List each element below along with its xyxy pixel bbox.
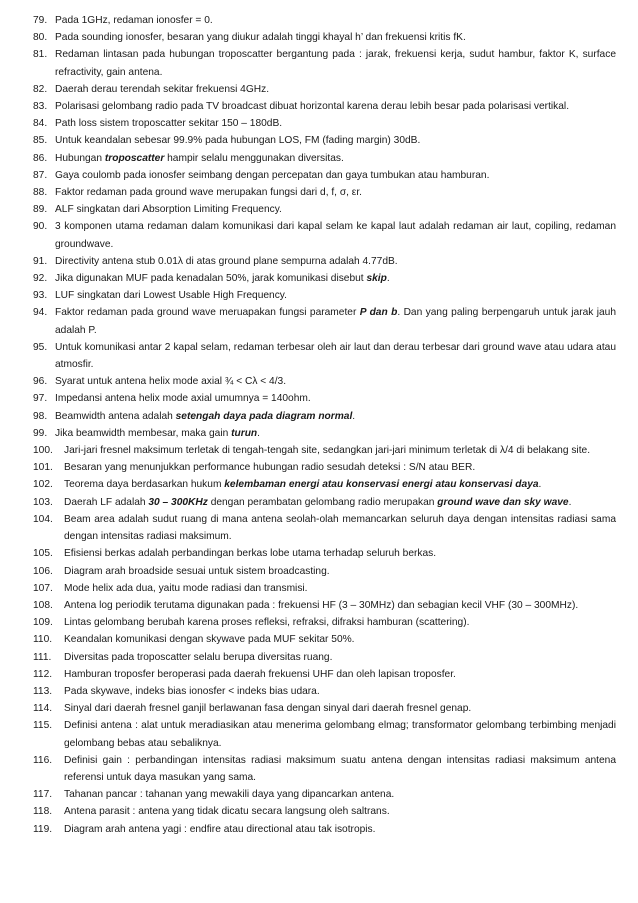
text-segment: Directivity antena stub 0.01λ di atas ground plane sempurna adalah 4.77dB. [55,255,398,267]
text-segment: Sinyal dari daerah fresnel ganjil berlawanan fasa dengan sinyal dari daerah fresnel genap. [64,703,472,715]
text-segment: dengan perambatan gelombang radio merupakan [207,496,438,508]
list-item [33,46,616,80]
item-text [55,46,616,80]
item-text [64,700,616,717]
text-segment: Redaman lintasan pada hubungan troposcatter bergantung pada : jarak, frekuensi kerja, sudut hambur, faktor K, surface refractivity, gain antena. [55,49,616,78]
item-text [64,752,616,786]
emphasis-text: troposcatter [104,152,165,164]
list-item [33,821,616,838]
emphasis-text: P dan b [359,307,398,319]
text-segment: Jari-jari fresnel maksimum terletak di tengah-tengah site, sedangkan jari-jari minimum terletak di λ/4 di belakang site. [64,445,591,457]
item-text [55,270,616,287]
item-number: 110. [33,634,53,646]
list-item [33,150,616,167]
item-text [64,511,616,545]
text-segment: Faktor redaman pada ground wave merupakan fungsi dari d, f, σ, εr. [55,187,362,199]
text-segment: Definisi gain : perbandingan intensitas radiasi maksimum suatu antena dengan intensitas radiasi maksimum antena referensi untuk daya masukan yang sama. [64,754,616,783]
list-item [33,253,616,270]
item-number: 116. [33,754,53,766]
item-text [64,821,616,838]
item-text [64,494,616,511]
list-item [33,752,616,786]
item-text [55,304,616,338]
item-text [55,184,616,201]
item-number: 109. [33,617,53,629]
item-number: 86. [33,152,48,164]
text-segment: Daerah LF adalah [64,496,149,508]
list-item [33,12,616,29]
list-item [33,29,616,46]
item-text [55,12,616,29]
item-text [64,580,616,597]
emphasis-text: kelembaman energi atau konservasi energi atau konservasi daya [224,479,539,491]
text-segment: Polarisasi gelombang radio pada TV broadcast dibuat horizontal karena derau lebih besar pada polarisasi vertikal. [55,101,570,113]
list-item [33,700,616,717]
item-text [55,115,616,132]
text-segment: Diagram arah antena yagi : endfire atau directional atau tak isotropis. [64,823,376,835]
list-item [33,717,616,751]
text-segment: Pada 1GHz, redaman ionosfer = 0. [55,15,213,26]
text-segment: 3 komponen utama redaman dalam komunikasi dari kapal selam ke kapal laut adalah redaman air laut, copiling, redaman groundwave. [55,221,616,250]
item-text [55,132,616,149]
text-segment: Diagram arah broadside sesuai untuk sistem broadcasting. [64,565,330,577]
item-number: 94. [33,307,48,319]
text-segment: Besaran yang menunjukkan performance hubungan radio sesudah deteksi : S/N atau BER. [64,462,476,474]
item-text [55,218,616,252]
item-number: 87. [33,169,48,181]
text-segment: . [386,273,390,285]
item-number: 100. [33,445,53,457]
item-text [64,649,616,666]
item-number: 92. [33,273,48,285]
text-segment: Daerah derau terendah sekitar frekuensi 4GHz. [55,83,270,95]
item-text [55,390,616,407]
item-text [64,597,616,614]
item-number: 84. [33,118,48,130]
list-item [33,218,616,252]
item-text [55,373,616,390]
list-item [33,287,616,304]
item-number: 117. [33,789,53,801]
list-item [33,786,616,803]
text-segment: Keandalan komunikasi dengan skywave pada MUF sekitar 50%. [64,634,355,646]
item-number: 99. [33,427,48,439]
text-segment: Antena log periodik terutama digunakan pada : frekuensi HF (3 – 30MHz) dan sebagian kecil VHF (30 – 300MHz). [64,599,579,611]
text-segment: Faktor redaman pada ground wave meruapakan fungsi parameter [55,307,360,319]
list-item [33,442,616,459]
item-text [55,29,616,46]
item-number: 111. [33,651,52,663]
list-item [33,631,616,648]
item-number: 104. [33,513,53,525]
text-segment: Pada sounding ionosfer, besaran yang diukur adalah tinggi khayal h’ dan frekuensi kritis fK. [55,32,466,44]
item-text [64,717,616,751]
item-text [55,339,616,373]
emphasis-text: ground wave dan sky wave [437,496,569,508]
list-item [33,614,616,631]
list-item [33,459,616,476]
text-segment: Mode helix ada dua, yaitu mode radiasi dan transmisi. [64,582,308,594]
list-item [33,425,616,442]
item-number: 95. [33,341,48,353]
text-segment: Definisi antena : alat untuk meradiasikan atau menerima gelombang elmag; transformator gelombang terbimbing menjadi gelombang bebas atau sebaliknya. [64,720,616,749]
text-segment: Untuk keandalan sebesar 99.9% pada hubungan LOS, FM (fading margin) 30dB. [55,135,421,147]
item-text [64,614,616,631]
numbered-list [33,12,616,838]
text-segment: Jika digunakan MUF pada kenadalan 50%, jarak komunikasi disebut [55,273,367,285]
text-segment: Untuk komunikasi antar 2 kapal selam, redaman terbesar oleh air laut dan derau terbesar dari ground wave atau udara atau atmosfir. [55,341,616,371]
list-item [33,339,616,373]
item-number: 85. [33,135,48,147]
item-number: 112. [33,668,53,680]
list-item [33,390,616,407]
item-number: 97. [33,393,48,405]
list-item [33,545,616,562]
list-item [33,304,616,338]
list-item [33,270,616,287]
item-number: 105. [33,548,53,560]
item-number: 119. [33,823,53,835]
item-number: 91. [33,255,48,267]
item-text [64,476,616,493]
list-item [33,373,616,390]
list-item [33,649,616,666]
item-number: 98. [33,410,48,422]
item-number: 81. [33,49,48,61]
item-text [64,683,616,700]
item-number: 107. [33,582,53,594]
list-item [33,563,616,580]
item-number: 113. [33,685,53,697]
text-segment: hampir selalu menggunakan diversitas. [164,152,344,164]
item-text [64,666,616,683]
text-segment: . [538,479,542,491]
item-number: 102. [33,479,53,491]
list-item [33,184,616,201]
text-segment: Gaya coulomb pada ionosfer seimbang dengan percepatan dan gaya tumbukan atau hamburan. [55,169,490,181]
text-segment: Jika beamwidth membesar, maka gain [55,427,232,439]
text-segment: Syarat untuk antena helix mode axial ¾ < Cλ < 4/3. [55,376,287,388]
text-segment: LUF singkatan dari Lowest Usable High Frequency. [55,290,287,302]
text-segment: Diversitas pada troposcatter selalu berupa diversitas ruang. [64,651,333,663]
item-number: 83. [33,101,48,113]
emphasis-text: setengah daya pada diagram normal [175,410,353,422]
list-item [33,132,616,149]
list-item [33,494,616,511]
item-number: 90. [33,221,48,233]
item-text [64,563,616,580]
item-number: 93. [33,290,48,302]
text-segment: Pada skywave, indeks bias ionosfer < indeks bias udara. [64,685,320,697]
list-item [33,597,616,614]
list-item [33,666,616,683]
item-number: 101. [33,462,53,474]
item-text [55,253,616,270]
list-item [33,683,616,700]
item-number: 106. [33,565,53,577]
emphasis-text: 30 – 300KHz [148,496,208,508]
item-text [64,459,616,476]
item-number: 103. [33,496,53,508]
text-segment: Path loss sistem troposcatter sekitar 150 – 180dB. [55,118,283,130]
list-item [33,81,616,98]
emphasis-text: skip [366,273,387,285]
item-text [55,425,616,442]
text-segment: Teorema daya berdasarkan hukum [64,479,225,491]
text-segment: Beam area adalah sudut ruang di mana antena seolah-olah memancarkan seluruh daya dengan intensitas radiasi sama dengan intensitas radiasi maksimum. [64,513,616,543]
emphasis-text: turun [231,427,258,439]
text-segment: . [352,410,356,422]
text-segment: ALF singkatan dari Absorption Limiting Frequency. [55,204,282,216]
item-text [64,545,616,562]
item-number: 114. [33,703,53,715]
text-segment: Hubungan [55,152,105,164]
text-segment: Beamwidth antena adalah [55,410,176,422]
text-segment: Impedansi antena helix mode axial umumnya = 140ohm. [55,393,311,405]
item-number: 96. [33,376,48,388]
item-text [55,167,616,184]
text-segment: Lintas gelombang berubah karena proses refleksi, refraksi, difraksi hamburan (scattering). [64,617,470,629]
item-number: 108. [33,599,53,611]
item-text [55,201,616,218]
item-text [64,442,616,459]
item-number: 88. [33,187,48,199]
item-text [55,98,616,115]
item-number: 80. [33,32,48,44]
list-item [33,201,616,218]
item-number: 118. [33,806,53,818]
list-item [33,98,616,115]
item-text [55,287,616,304]
list-item [33,167,616,184]
list-item [33,476,616,493]
text-segment: Hamburan troposfer beroperasi pada daerah frekuensi UHF dan oleh lapisan troposfer. [64,668,456,680]
list-item [33,803,616,820]
item-text [64,631,616,648]
text-segment: Efisiensi berkas adalah perbandingan berkas lobe utama terhadap seluruh berkas. [64,548,437,560]
text-segment: . [568,496,572,508]
item-text [64,803,616,820]
list-item [33,511,616,545]
item-text [55,150,616,167]
list-item [33,580,616,597]
item-text [55,81,616,98]
item-text [55,408,616,425]
item-number: 79. [33,15,48,26]
text-segment: Antena parasit : antena yang tidak dicatu secara langsung oleh saltrans. [64,806,390,818]
item-text [64,786,616,803]
text-segment: Tahanan pancar : tahanan yang mewakili daya yang dipancarkan antena. [64,789,395,801]
text-segment: . [257,427,260,439]
item-number: 115. [33,720,53,732]
list-item [33,408,616,425]
item-number: 82. [33,83,48,95]
text-segment: . Dan yang paling berpengaruh untuk jarak jauh adalah P. [55,307,617,336]
item-number: 89. [33,204,48,216]
list-item [33,115,616,132]
